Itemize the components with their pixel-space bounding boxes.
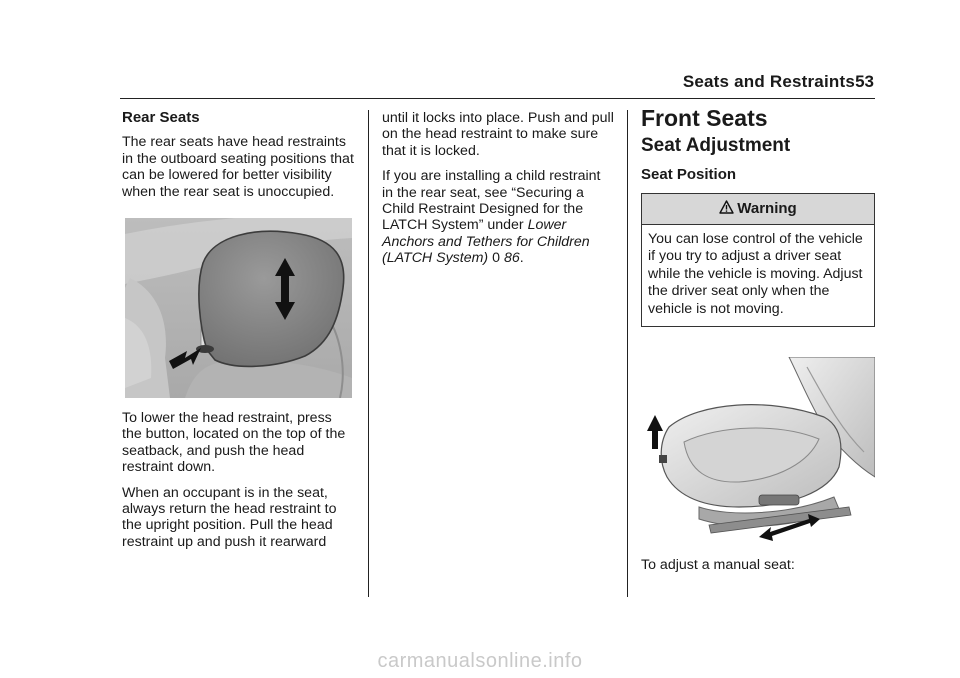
- column-3: [641, 105, 875, 583]
- cross-reference-link[interactable]: Lower Anchors and Tethers for Children (LATCH System): [382, 217, 590, 267]
- head-restraint-illustration: [125, 218, 352, 398]
- page-ref-symbol: 0: [492, 250, 500, 267]
- warning-header: [642, 194, 874, 224]
- column-1: [122, 110, 354, 559]
- page-number: 53: [855, 72, 874, 91]
- running-header-title: Seats and Restraints: [682, 72, 855, 91]
- column-2: [382, 110, 614, 276]
- paragraph-text: If you are installing a child restraint in the rear seat, see “Securing a Child Restraint Designed for the LATCH System” under: [382, 168, 601, 234]
- section-heading-rear-seats: Rear Seats: [122, 109, 200, 126]
- warning-label: Warning: [737, 200, 797, 218]
- warning-box: [641, 193, 875, 327]
- warning-text: You can lose control of the vehicle if you try to adjust a driver seat while the vehicle is moving. Adjust the driver seat only when the vehicle is not moving.: [648, 230, 863, 317]
- page-ref-number[interactable]: 86: [503, 250, 520, 267]
- chapter-heading-front-seats: Front Seats: [641, 105, 768, 131]
- subsection-heading-seat-position: Seat Position: [641, 165, 737, 183]
- section-heading-seat-adjustment: Seat Adjustment: [641, 135, 791, 157]
- paragraph: To lower the head restraint, press the button, located on the top of the seatback, and push the head restraint down.: [122, 410, 346, 476]
- header-rule: [120, 98, 875, 99]
- paragraph: When an occupant is in the seat, always return the head restraint to the upright position. Pull the head restraint up and push it rearward: [122, 484, 337, 550]
- column-divider: [368, 110, 369, 597]
- watermark: carmanualsonline.info: [377, 650, 583, 672]
- warning-triangle-icon: [719, 200, 734, 214]
- paragraph: The rear seats have head restraints in the outboard seating positions that can be lowered for better visibility when the rear seat is unoccupied.: [122, 134, 354, 200]
- column-divider: [627, 110, 628, 597]
- paragraph: To adjust a manual seat:: [641, 557, 795, 574]
- seat-position-illustration: [639, 357, 875, 547]
- paragraph: until it locks into place. Push and pull on the head restraint to make sure that it is locked.: [382, 110, 614, 159]
- paragraph-latch-reference: If you are installing a child restraint in the rear seat, see “Securing a Child Restraint Designed for the LATCH System” under Lower Anchors and Tethers for Children (LATCH System) 0 86.: [382, 168, 601, 267]
